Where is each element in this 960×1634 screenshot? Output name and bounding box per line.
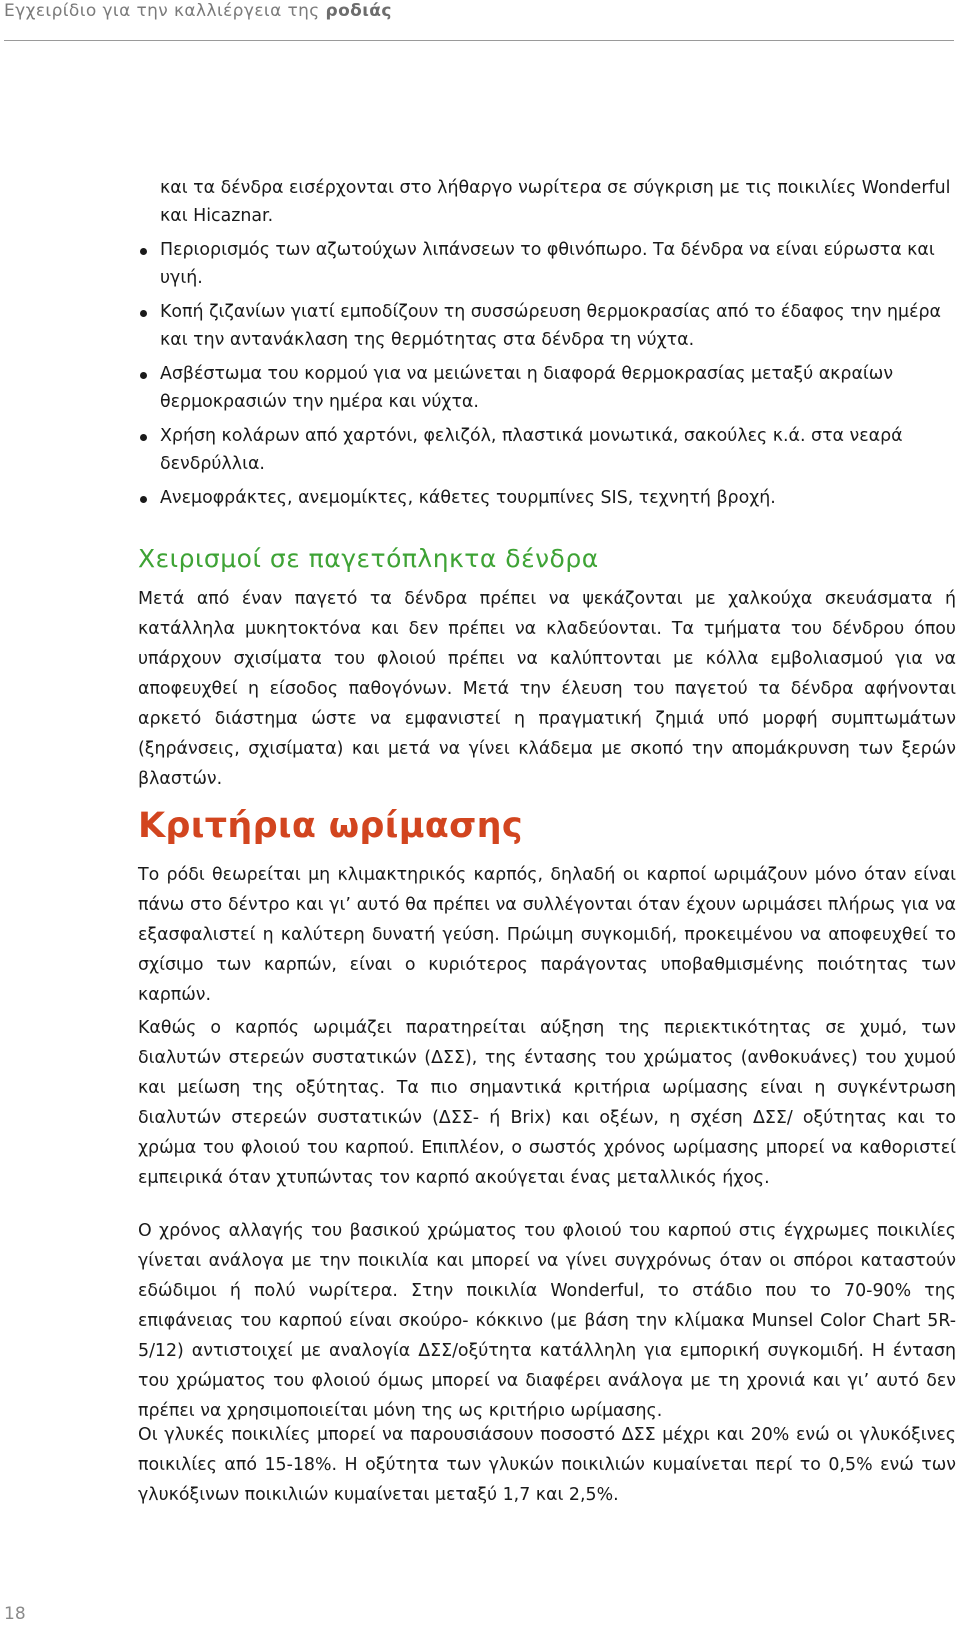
page-number: 18 — [4, 1604, 26, 1624]
maturity-paragraph: Καθώς ο καρπός ωριμάζει παρατηρείται αύξηση της περιεκτικότητας σε χυμό, των διαλυτών στερεών συστατικών (ΔΣΣ), της έντασης του χρώματος (ανθοκυάνες) του χυμού και μείωση της οξύτητας. Τα πιο σημαντικά κριτήρια ωρίμασης είναι η συγκέντρωση διαλυτών στερεών συστατικών (ΔΣΣ- ή Brix) και οξέων, η σχέση ΔΣΣ/ οξύτητας και το χρώμα του φλοιού του καρπού. Επιπλέον, ο σωστός χρόνος ωρίμασης μπορεί να καθοριστεί εμπειρικά όταν χτυπώντας τον καρπό ακούγεται ένας μεταλλικός ήχος. — [138, 1018, 956, 1188]
bullet-dot-icon — [140, 434, 147, 441]
bullet-list — [138, 174, 958, 512]
maturity-paragraph: Οι γλυκές ποικιλίες μπορεί να παρουσιάσουν ποσοστό ΔΣΣ μέχρι και 20% ενώ οι γλυκόξινες ποικιλίες από 15-18%. Η οξύτητα των γλυκών ποικιλιών κυμαίνεται περί το 0,5% ενώ των γλυκόξινων ποικιλιών κυμαίνεται μεταξύ 1,7 και 2,5%. — [138, 1425, 956, 1505]
bullet-item — [138, 422, 958, 478]
bullet-text: Κοπή ζιζανίων γιατί εμποδίζουν τη συσσώρευση θερμοκρασίας από το έδαφος την ημέρα και την αντανάκλαση της θερμότητας στα δένδρα τη νύχτα. — [160, 302, 941, 350]
bullet-text: Χρήση κολάρων από χαρτόνι, φελιζόλ, πλαστικά μονωτικά, σακούλες κ.ά. στα νεαρά δενδρύλλια. — [160, 426, 903, 474]
bullet-item — [138, 484, 958, 512]
bullet-dot-icon — [140, 496, 147, 503]
maturity-paragraph: Ο χρόνος αλλαγής του βασικού χρώματος του φλοιού του καρπού στις έγχρωμες ποικιλίες γίνεται ανάλογα με την ποικιλία και μπορεί να γίνει συγχρόνως όταν οι σπόροι καταστούν εδώδιμοι ή πολύ νωρίτερα. Στην ποικιλία Wonderful, το στάδιο που το 70-90% της επιφάνειας του καρπού είναι σκούρο- κόκκινο (με βάση την κλίμακα Munsel Color Chart 5R-5/12) αντιστοιχεί με αναλογία ΔΣΣ/οξύτητα κατάλληλη για εμπορική συγκομιδή. Η ένταση του χρώματος του φλοιού όμως μπορεί να διαφέρει ανάλογα με τη χρονιά και γι’ αυτό δεν πρέπει να χρησιμοποιείται μόνη της ως κριτήριο ωρίμασης. — [138, 1221, 956, 1421]
maturity-paragraph: Το ρόδι θεωρείται μη κλιμακτηρικός καρπός, δηλαδή οι καρποί ωριμάζουν μόνο όταν είναι πάνω στο δέντρο και γι’ αυτό θα πρέπει να συλλέγονται όταν έχουν ωριμάσει πλήρως για να εξασφαλιστεί η καλύτερη δυνατή γεύση. Πρώιμη συγκομιδή, προκειμένου να αποφευχθεί το σχίσιμο των καρπών, είναι ο κυριότερος παράγοντας υποβαθμισμένης ποιότητας των καρπών. — [138, 865, 956, 1005]
bullet-dot-icon — [140, 310, 147, 317]
bullet-text: Ανεμοφράκτες, ανεμομίκτες, κάθετες τουρμπίνες SIS, τεχνητή βροχή. — [160, 488, 776, 508]
bullet-continuation-text: και τα δένδρα εισέρχονται στο λήθαργο νωρίτερα σε σύγκριση με τις ποικιλίες Wonderful και Hicaznar. — [160, 178, 951, 226]
bullet-list-section — [138, 174, 958, 518]
bullet-dot-icon — [140, 248, 147, 255]
frost-section-paragraph: Μετά από έναν παγετό τα δένδρα πρέπει να ψεκάζονται με χαλκούχα σκευάσματα ή κατάλληλα μυκητοκτόνα και δεν πρέπει να κλαδεύονται. Τα τμήματα του δένδρου όπου υπάρχουν σχισίματα του φλοιού πρέπει να καλύπτονται με κόλλα εμβολιασμού για να αποφευχθεί η είσοδος παθογόνων. Μετά την έλευση του παγετού τα δένδρα αφήνονται αρκετό διάστημα ώστε να εμφανιστεί η πραγματική ζημιά υπό μορφή συμπτωμάτων (ξηράνσεις, σχισίματα) και μετά να γίνει κλάδεμα με σκοπό την απομάκρυνση των ξερών βλαστών. — [138, 589, 956, 789]
bullet-continuation — [138, 174, 958, 230]
frost-section-heading: Χειρισμοί σε παγετόπληκτα δένδρα — [138, 544, 599, 573]
bullet-dot-icon — [140, 372, 147, 379]
bullet-item — [138, 298, 958, 354]
bullet-item — [138, 360, 958, 416]
running-header-title: Εγχειρίδιο για την καλλιέργεια της — [4, 1, 320, 21]
bullet-text: Ασβέστωμα του κορμού για να μειώνεται η διαφορά θερμοκρασίας μεταξύ ακραίων θερμοκρασιών την ημέρα και νύχτα. — [160, 364, 894, 412]
bullet-text: Περιορισμός των αζωτούχων λιπάνσεων το φθινόπωρο. Τα δένδρα να είναι εύρωστα και υγιή. — [160, 240, 935, 288]
bullet-item — [138, 236, 958, 292]
running-header-emphasis: ροδιάς — [325, 1, 392, 21]
running-header — [4, 0, 954, 41]
maturity-section-heading: Κριτήρια ωρίμασης — [138, 806, 523, 846]
